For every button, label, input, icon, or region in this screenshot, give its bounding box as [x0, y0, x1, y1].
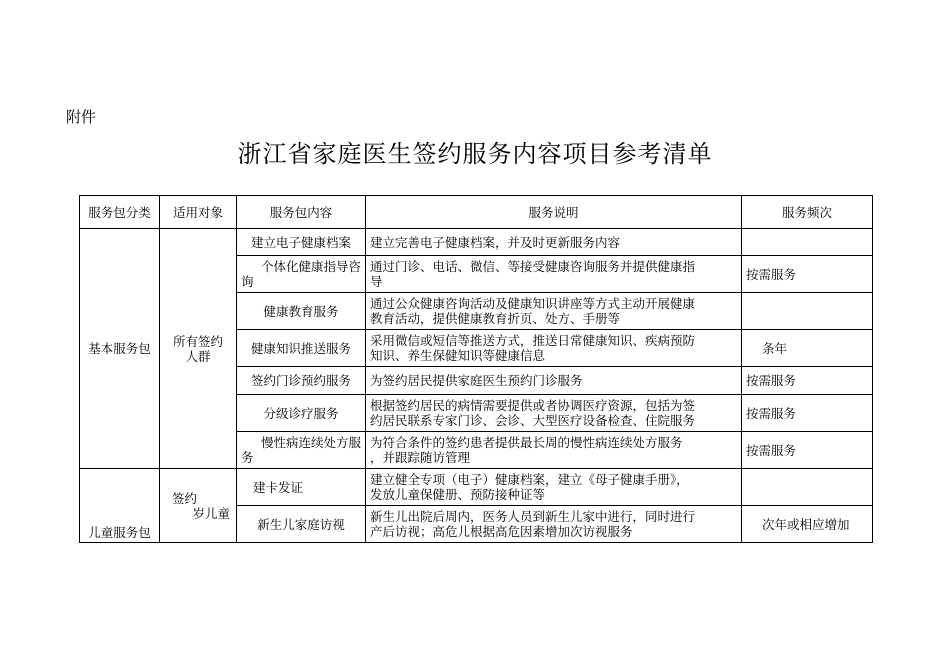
- content-line: 个体化健康指导咨: [260, 259, 361, 274]
- content-cell: [237, 432, 366, 469]
- attachment-label: 附件: [66, 108, 97, 126]
- frequency-cell: [742, 293, 873, 330]
- target-line: 岁儿童: [192, 505, 230, 521]
- description-cell: [366, 293, 742, 330]
- description-cell: [366, 330, 742, 367]
- content-line: 询: [241, 274, 254, 289]
- header-frequency: 服务频次: [742, 196, 873, 229]
- frequency-cell: 按需服务: [742, 432, 873, 469]
- frequency-cell: 次年或相应增加: [742, 506, 873, 543]
- description-line: 根据签约居民的病情需要提供或者协调医疗资源，包括为签: [370, 398, 696, 413]
- page-title: 浙江省家庭医生签约服务内容项目参考清单: [237, 140, 713, 168]
- category-cell: 基本服务包: [80, 229, 160, 469]
- service-table: [79, 195, 873, 543]
- content-cell: 建卡发证: [237, 469, 366, 506]
- frequency-cell: 按需服务: [742, 367, 873, 395]
- content-cell: 分级诊疗服务: [237, 395, 366, 432]
- description-line: 通过门诊、电话、微信、等接受健康咨询服务并提供健康指: [370, 259, 696, 274]
- content-line: 务: [241, 450, 254, 465]
- content-cell: 签约门诊预约服务: [237, 367, 366, 395]
- description-line: 教育活动，提供健康教育折页、处方、手册等: [370, 311, 621, 326]
- description-line: 导: [370, 274, 383, 289]
- description-line: 通过公众健康咨询活动及健康知识讲座等方式主动开展健康: [370, 296, 696, 311]
- description-line: 为符合条件的签约患者提供最长周的慢性病连续处方服务: [370, 435, 683, 450]
- target-cell: [160, 229, 237, 469]
- content-cell: 新生儿家庭访视: [237, 506, 366, 543]
- content-cell: 健康教育服务: [237, 293, 366, 330]
- table-row: [80, 229, 873, 256]
- content-cell: [237, 256, 366, 293]
- description-line: ，并跟踪随访管理: [370, 450, 471, 465]
- description-cell: [366, 432, 742, 469]
- description-line: 产后访视；高危儿根据高危因素增加次访视服务: [370, 524, 633, 539]
- description-line: 采用微信或短信等推送方式，推送日常健康知识、疾病预防: [370, 333, 696, 348]
- header-category: 服务包分类: [80, 196, 160, 229]
- description-cell: [366, 395, 742, 432]
- content-cell: 健康知识推送服务: [237, 330, 366, 367]
- frequency-cell: 按需服务: [742, 256, 873, 293]
- category-cell: 儿童服务包: [80, 469, 160, 543]
- description-cell: [366, 256, 742, 293]
- target-line: 所有签约: [172, 333, 223, 349]
- description-line: 发放儿童保健册、预防接种证等: [370, 487, 546, 502]
- frequency-cell: 条年: [742, 330, 873, 367]
- header-description: 服务说明: [366, 196, 742, 229]
- target-cell: [160, 469, 237, 543]
- header-content: 服务包内容: [237, 196, 366, 229]
- description-cell: [366, 469, 742, 506]
- description-cell: [366, 506, 742, 543]
- table-row: [80, 469, 873, 506]
- frequency-cell: 按需服务: [742, 395, 873, 432]
- description-cell: 建立完善电子健康档案，并及时更新服务内容: [366, 229, 742, 256]
- frequency-cell: [742, 229, 873, 256]
- description-line: 新生儿出院后周内，医务人员到新生儿家中进行，同时进行: [370, 509, 696, 524]
- description-cell: 为签约居民提供家庭医生预约门诊服务: [366, 367, 742, 395]
- content-cell: 建立电子健康档案: [237, 229, 366, 256]
- description-line: 知识、养生保健知识等健康信息: [370, 348, 546, 363]
- target-line: 人群: [185, 348, 211, 364]
- description-line: 约居民联系专家门诊、会诊、大型医疗设备检查、住院服务: [370, 413, 696, 428]
- frequency-cell: [742, 469, 873, 506]
- target-line: 签约: [172, 490, 198, 506]
- header-target: 适用对象: [160, 196, 237, 229]
- content-line: 慢性病连续处方服: [260, 435, 361, 450]
- table-header-row: [80, 196, 873, 229]
- description-line: 建立健全专项（电子）健康档案，建立《母子健康手册》，: [370, 472, 689, 487]
